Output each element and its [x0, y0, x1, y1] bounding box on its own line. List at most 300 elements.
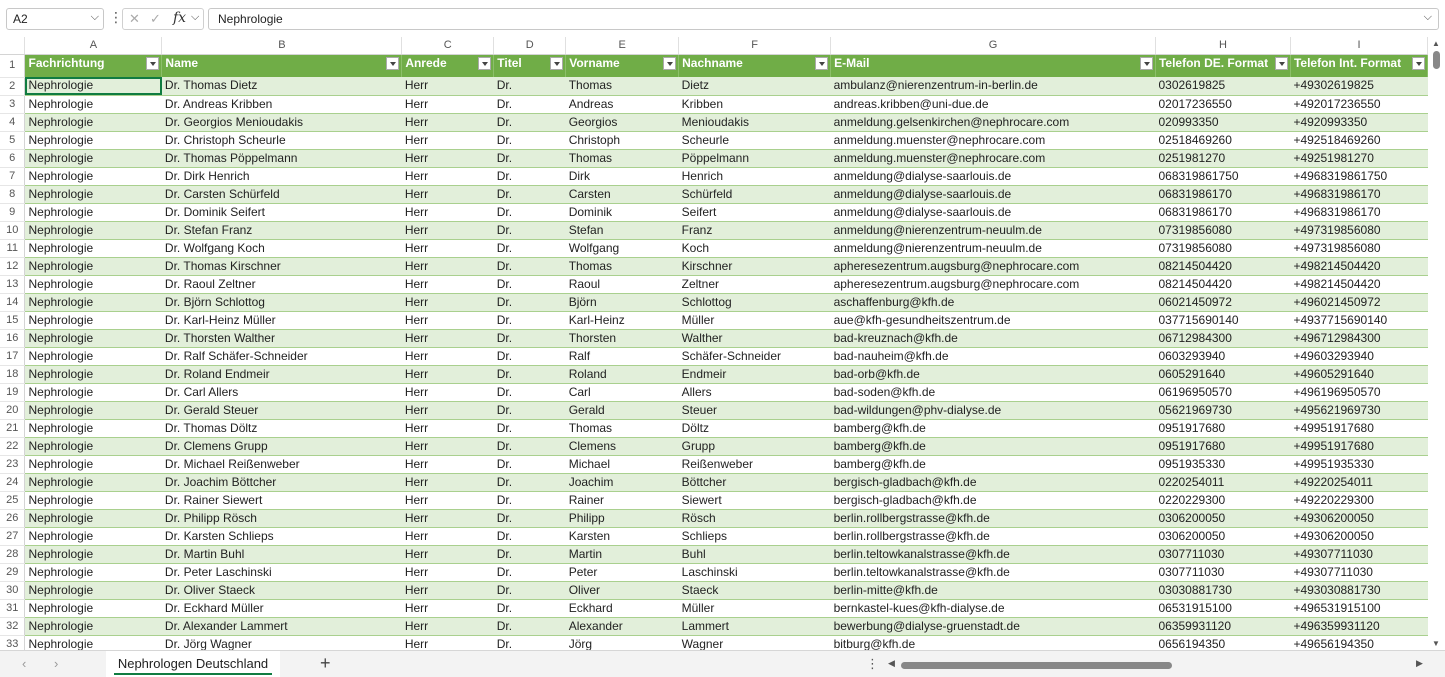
- row-number[interactable]: 5: [0, 131, 25, 149]
- header-cell[interactable]: [679, 55, 831, 78]
- name-box[interactable]: [6, 8, 104, 30]
- cell-f[interactable]: Allers: [679, 383, 831, 401]
- cell-a[interactable]: Nephrologie: [25, 365, 162, 383]
- cell-b[interactable]: Dr. Philipp Rösch: [162, 509, 402, 527]
- header-cell[interactable]: [566, 55, 679, 78]
- scroll-up-icon[interactable]: ▲: [1432, 39, 1440, 48]
- horizontal-scroll-thumb[interactable]: [901, 662, 1172, 669]
- cell-a[interactable]: Nephrologie: [25, 221, 162, 239]
- cell-a[interactable]: Nephrologie: [25, 563, 162, 581]
- row-number[interactable]: 16: [0, 329, 25, 347]
- cell-i[interactable]: +492017236550: [1290, 95, 1427, 113]
- cell-d[interactable]: Dr.: [494, 221, 566, 239]
- cell-i[interactable]: +4937715690140: [1290, 311, 1427, 329]
- cell-c[interactable]: Herr: [402, 131, 494, 149]
- cell-d[interactable]: Dr.: [494, 95, 566, 113]
- filter-dropdown-icon[interactable]: [550, 57, 563, 70]
- cell-b[interactable]: Dr. Dominik Seifert: [162, 203, 402, 221]
- cell-i[interactable]: +498214504420: [1290, 257, 1427, 275]
- cell-c[interactable]: Herr: [402, 95, 494, 113]
- chevron-left-icon[interactable]: ‹: [22, 656, 27, 671]
- cell-e[interactable]: Björn: [566, 293, 679, 311]
- vertical-scrollbar[interactable]: [1428, 37, 1445, 650]
- cell-e[interactable]: Georgios: [566, 113, 679, 131]
- row-number[interactable]: 10: [0, 221, 25, 239]
- cell-b[interactable]: Dr. Thomas Döltz: [162, 419, 402, 437]
- cell-c[interactable]: Herr: [402, 365, 494, 383]
- cell-e[interactable]: Jörg: [566, 635, 679, 650]
- cell-h[interactable]: 0251981270: [1155, 149, 1290, 167]
- cell-d[interactable]: Dr.: [494, 365, 566, 383]
- sheet-tab-nephrologen[interactable]: [106, 651, 280, 677]
- cell-g[interactable]: bewerbung@dialyse-gruenstadt.de: [831, 617, 1156, 635]
- cell-h[interactable]: 08214504420: [1155, 257, 1290, 275]
- cell-f[interactable]: Müller: [679, 311, 831, 329]
- cell-a[interactable]: Nephrologie: [25, 617, 162, 635]
- cell-h[interactable]: 068319861750: [1155, 167, 1290, 185]
- cell-i[interactable]: +49306200050: [1290, 527, 1427, 545]
- cell-c[interactable]: Herr: [402, 311, 494, 329]
- cell-d[interactable]: Dr.: [494, 185, 566, 203]
- cell-b[interactable]: Dr. Joachim Böttcher: [162, 473, 402, 491]
- select-all-corner[interactable]: [0, 37, 25, 55]
- cell-c[interactable]: Herr: [402, 275, 494, 293]
- cell-g[interactable]: bamberg@kfh.de: [831, 419, 1156, 437]
- cell-g[interactable]: bad-orb@kfh.de: [831, 365, 1156, 383]
- cell-a[interactable]: Nephrologie: [25, 113, 162, 131]
- column-header-b[interactable]: B: [162, 37, 402, 55]
- filter-dropdown-icon[interactable]: [146, 57, 159, 70]
- cell-f[interactable]: Pöppelmann: [679, 149, 831, 167]
- cell-a[interactable]: Nephrologie: [25, 581, 162, 599]
- cell-i[interactable]: +496196950570: [1290, 383, 1427, 401]
- cell-b[interactable]: Dr. Clemens Grupp: [162, 437, 402, 455]
- cell-i[interactable]: +492518469260: [1290, 131, 1427, 149]
- cell-i[interactable]: +49307711030: [1290, 563, 1427, 581]
- cell-d[interactable]: Dr.: [494, 329, 566, 347]
- cell-b[interactable]: Dr. Jörg Wagner: [162, 635, 402, 650]
- cell-e[interactable]: Thomas: [566, 257, 679, 275]
- cell-e[interactable]: Thomas: [566, 419, 679, 437]
- cell-e[interactable]: Roland: [566, 365, 679, 383]
- cell-c[interactable]: Herr: [402, 617, 494, 635]
- cell-d[interactable]: Dr.: [494, 437, 566, 455]
- cell-b[interactable]: Dr. Rainer Siewert: [162, 491, 402, 509]
- filter-dropdown-icon[interactable]: [1275, 57, 1288, 70]
- header-cell[interactable]: [1290, 55, 1427, 78]
- cell-d[interactable]: Dr.: [494, 545, 566, 563]
- cell-b[interactable]: Dr. Gerald Steuer: [162, 401, 402, 419]
- cell-c[interactable]: Herr: [402, 581, 494, 599]
- cell-g[interactable]: bamberg@kfh.de: [831, 437, 1156, 455]
- cell-g[interactable]: anmeldung@nierenzentrum-neuulm.de: [831, 239, 1156, 257]
- row-number[interactable]: 28: [0, 545, 25, 563]
- cell-b[interactable]: Dr. Thomas Dietz: [162, 77, 402, 95]
- cell-i[interactable]: +49951935330: [1290, 455, 1427, 473]
- cell-h[interactable]: 0306200050: [1155, 509, 1290, 527]
- cell-i[interactable]: +4920993350: [1290, 113, 1427, 131]
- cell-g[interactable]: aschaffenburg@kfh.de: [831, 293, 1156, 311]
- scroll-down-icon[interactable]: ▼: [1432, 639, 1440, 648]
- cell-g[interactable]: berlin.teltowkanalstrasse@kfh.de: [831, 545, 1156, 563]
- cell-e[interactable]: Ralf: [566, 347, 679, 365]
- cell-e[interactable]: Alexander: [566, 617, 679, 635]
- row-number[interactable]: 31: [0, 599, 25, 617]
- add-sheet-icon[interactable]: +: [320, 653, 331, 673]
- row-number[interactable]: 17: [0, 347, 25, 365]
- column-header-e[interactable]: E: [566, 37, 679, 55]
- cell-a[interactable]: Nephrologie: [25, 491, 162, 509]
- header-cell[interactable]: [1155, 55, 1290, 78]
- cell-b[interactable]: Dr. Wolfgang Koch: [162, 239, 402, 257]
- cell-a[interactable]: Nephrologie: [25, 185, 162, 203]
- row-number[interactable]: 24: [0, 473, 25, 491]
- cell-e[interactable]: Gerald: [566, 401, 679, 419]
- cell-f[interactable]: Schlieps: [679, 527, 831, 545]
- cell-g[interactable]: berlin-mitte@kfh.de: [831, 581, 1156, 599]
- cell-h[interactable]: 0951917680: [1155, 437, 1290, 455]
- cell-i[interactable]: +496021450972: [1290, 293, 1427, 311]
- cell-g[interactable]: bergisch-gladbach@kfh.de: [831, 491, 1156, 509]
- cell-d[interactable]: Dr.: [494, 275, 566, 293]
- row-number[interactable]: 11: [0, 239, 25, 257]
- cell-a[interactable]: Nephrologie: [25, 149, 162, 167]
- row-number[interactable]: 14: [0, 293, 25, 311]
- chevron-right-icon[interactable]: ›: [54, 656, 59, 671]
- row-number[interactable]: 33: [0, 635, 25, 650]
- cell-g[interactable]: ambulanz@nierenzentrum-in-berlin.de: [831, 77, 1156, 95]
- header-cell[interactable]: [494, 55, 566, 78]
- cell-f[interactable]: Franz: [679, 221, 831, 239]
- cell-b[interactable]: Dr. Carl Allers: [162, 383, 402, 401]
- cell-f[interactable]: Kribben: [679, 95, 831, 113]
- cell-i[interactable]: +497319856080: [1290, 221, 1427, 239]
- cell-c[interactable]: Herr: [402, 221, 494, 239]
- cell-h[interactable]: 0603293940: [1155, 347, 1290, 365]
- cell-f[interactable]: Steuer: [679, 401, 831, 419]
- cell-g[interactable]: berlin.rollbergstrasse@kfh.de: [831, 509, 1156, 527]
- cell-c[interactable]: Herr: [402, 491, 494, 509]
- row-number[interactable]: 9: [0, 203, 25, 221]
- header-cell[interactable]: [162, 55, 402, 78]
- cell-a[interactable]: Nephrologie: [25, 95, 162, 113]
- filter-dropdown-icon[interactable]: [386, 57, 399, 70]
- header-cell[interactable]: [25, 55, 162, 78]
- cell-h[interactable]: 06196950570: [1155, 383, 1290, 401]
- cell-h[interactable]: 0307711030: [1155, 545, 1290, 563]
- cell-h[interactable]: 0605291640: [1155, 365, 1290, 383]
- cell-i[interactable]: +49220254011: [1290, 473, 1427, 491]
- cell-c[interactable]: Herr: [402, 635, 494, 650]
- scroll-left-icon[interactable]: ◀: [888, 658, 895, 668]
- cell-c[interactable]: Herr: [402, 545, 494, 563]
- cell-b[interactable]: Dr. Eckhard Müller: [162, 599, 402, 617]
- cell-b[interactable]: Dr. Alexander Lammert: [162, 617, 402, 635]
- cell-f[interactable]: Rösch: [679, 509, 831, 527]
- cell-i[interactable]: +496359931120: [1290, 617, 1427, 635]
- cell-d[interactable]: Dr.: [494, 257, 566, 275]
- cell-a[interactable]: Nephrologie: [25, 437, 162, 455]
- row-number[interactable]: 18: [0, 365, 25, 383]
- cell-c[interactable]: Herr: [402, 473, 494, 491]
- header-cell[interactable]: [831, 55, 1156, 78]
- filter-dropdown-icon[interactable]: [1140, 57, 1153, 70]
- cell-e[interactable]: Martin: [566, 545, 679, 563]
- cell-h[interactable]: 0306200050: [1155, 527, 1290, 545]
- cell-c[interactable]: Herr: [402, 167, 494, 185]
- cell-a[interactable]: Nephrologie: [25, 347, 162, 365]
- cell-c[interactable]: Herr: [402, 563, 494, 581]
- cell-f[interactable]: Seifert: [679, 203, 831, 221]
- cell-b[interactable]: Dr. Oliver Staeck: [162, 581, 402, 599]
- row-number[interactable]: 32: [0, 617, 25, 635]
- row-number[interactable]: 23: [0, 455, 25, 473]
- cell-b[interactable]: Dr. Ralf Schäfer-Schneider: [162, 347, 402, 365]
- cell-b[interactable]: Dr. Karsten Schlieps: [162, 527, 402, 545]
- cell-i[interactable]: +49220229300: [1290, 491, 1427, 509]
- cell-e[interactable]: Raoul: [566, 275, 679, 293]
- cell-a[interactable]: Nephrologie: [25, 329, 162, 347]
- cell-i[interactable]: +497319856080: [1290, 239, 1427, 257]
- more-options-icon[interactable]: ⋮: [109, 9, 123, 25]
- cell-e[interactable]: Karsten: [566, 527, 679, 545]
- cell-f[interactable]: Müller: [679, 599, 831, 617]
- row-number[interactable]: 4: [0, 113, 25, 131]
- more-options-icon[interactable]: ⋮: [866, 656, 879, 671]
- cell-f[interactable]: Buhl: [679, 545, 831, 563]
- cell-f[interactable]: Wagner: [679, 635, 831, 650]
- cell-a[interactable]: Nephrologie: [25, 239, 162, 257]
- cell-h[interactable]: 0656194350: [1155, 635, 1290, 650]
- cell-g[interactable]: bitburg@kfh.de: [831, 635, 1156, 650]
- cell-h[interactable]: 0220254011: [1155, 473, 1290, 491]
- cell-f[interactable]: Dietz: [679, 77, 831, 95]
- cell-g[interactable]: anmeldung.muenster@nephrocare.com: [831, 131, 1156, 149]
- row-number[interactable]: 26: [0, 509, 25, 527]
- row-number[interactable]: 27: [0, 527, 25, 545]
- cell-g[interactable]: anmeldung.muenster@nephrocare.com: [831, 149, 1156, 167]
- cell-f[interactable]: Scheurle: [679, 131, 831, 149]
- cell-f[interactable]: Laschinski: [679, 563, 831, 581]
- cell-a[interactable]: Nephrologie: [25, 167, 162, 185]
- cell-b[interactable]: Dr. Thomas Kirschner: [162, 257, 402, 275]
- cell-i[interactable]: +49951917680: [1290, 419, 1427, 437]
- cell-g[interactable]: anmeldung@nierenzentrum-neuulm.de: [831, 221, 1156, 239]
- column-header-a[interactable]: A: [25, 37, 162, 55]
- scroll-right-icon[interactable]: ▶: [1416, 658, 1423, 668]
- cell-c[interactable]: Herr: [402, 329, 494, 347]
- cell-d[interactable]: Dr.: [494, 617, 566, 635]
- cell-i[interactable]: +49603293940: [1290, 347, 1427, 365]
- cell-c[interactable]: Herr: [402, 113, 494, 131]
- cell-h[interactable]: 0302619825: [1155, 77, 1290, 95]
- cell-g[interactable]: anmeldung@dialyse-saarlouis.de: [831, 203, 1156, 221]
- cell-g[interactable]: apheresezentrum.augsburg@nephrocare.com: [831, 275, 1156, 293]
- cell-d[interactable]: Dr.: [494, 311, 566, 329]
- vertical-scroll-thumb[interactable]: [1433, 51, 1440, 69]
- cell-d[interactable]: Dr.: [494, 113, 566, 131]
- cell-e[interactable]: Stefan: [566, 221, 679, 239]
- cell-h[interactable]: 06531915100: [1155, 599, 1290, 617]
- cell-e[interactable]: Christoph: [566, 131, 679, 149]
- cell-i[interactable]: +493030881730: [1290, 581, 1427, 599]
- cell-h[interactable]: 0951917680: [1155, 419, 1290, 437]
- cell-d[interactable]: Dr.: [494, 383, 566, 401]
- cell-a[interactable]: Nephrologie: [25, 455, 162, 473]
- cell-c[interactable]: Herr: [402, 293, 494, 311]
- row-number[interactable]: 25: [0, 491, 25, 509]
- close-icon[interactable]: ✕: [129, 11, 140, 26]
- cell-d[interactable]: Dr.: [494, 419, 566, 437]
- cell-b[interactable]: Dr. Peter Laschinski: [162, 563, 402, 581]
- cell-e[interactable]: Philipp: [566, 509, 679, 527]
- cell-c[interactable]: Herr: [402, 437, 494, 455]
- cell-d[interactable]: Dr.: [494, 347, 566, 365]
- cell-d[interactable]: Dr.: [494, 77, 566, 95]
- cell-a[interactable]: Nephrologie: [25, 203, 162, 221]
- cell-a[interactable]: Nephrologie: [25, 293, 162, 311]
- cell-a[interactable]: Nephrologie: [25, 527, 162, 545]
- cell-c[interactable]: Herr: [402, 239, 494, 257]
- row-number[interactable]: 3: [0, 95, 25, 113]
- row-number[interactable]: 15: [0, 311, 25, 329]
- cell-d[interactable]: Dr.: [494, 401, 566, 419]
- header-cell[interactable]: [402, 55, 494, 78]
- cell-f[interactable]: Zeltner: [679, 275, 831, 293]
- cell-a[interactable]: Nephrologie: [25, 545, 162, 563]
- cell-e[interactable]: Thomas: [566, 149, 679, 167]
- cell-d[interactable]: Dr.: [494, 527, 566, 545]
- cell-e[interactable]: Michael: [566, 455, 679, 473]
- cell-e[interactable]: Joachim: [566, 473, 679, 491]
- cell-b[interactable]: Dr. Karl-Heinz Müller: [162, 311, 402, 329]
- cell-i[interactable]: +496712984300: [1290, 329, 1427, 347]
- cell-h[interactable]: 06359931120: [1155, 617, 1290, 635]
- cell-e[interactable]: Wolfgang: [566, 239, 679, 257]
- cell-b[interactable]: Dr. Andreas Kribben: [162, 95, 402, 113]
- cell-c[interactable]: Herr: [402, 185, 494, 203]
- cell-h[interactable]: 0951935330: [1155, 455, 1290, 473]
- cell-a[interactable]: Nephrologie: [25, 257, 162, 275]
- cell-d[interactable]: Dr.: [494, 203, 566, 221]
- cell-d[interactable]: Dr.: [494, 293, 566, 311]
- column-header-g[interactable]: G: [831, 37, 1156, 55]
- cell-i[interactable]: +4968319861750: [1290, 167, 1427, 185]
- filter-dropdown-icon[interactable]: [478, 57, 491, 70]
- cell-h[interactable]: 07319856080: [1155, 239, 1290, 257]
- cell-g[interactable]: bergisch-gladbach@kfh.de: [831, 473, 1156, 491]
- cell-f[interactable]: Endmeir: [679, 365, 831, 383]
- cell-g[interactable]: bamberg@kfh.de: [831, 455, 1156, 473]
- cell-g[interactable]: anmeldung@dialyse-saarlouis.de: [831, 185, 1156, 203]
- row-number[interactable]: 6: [0, 149, 25, 167]
- cell-g[interactable]: bad-soden@kfh.de: [831, 383, 1156, 401]
- cell-g[interactable]: aue@kfh-gesundheitszentrum.de: [831, 311, 1156, 329]
- cell-a[interactable]: Nephrologie: [25, 275, 162, 293]
- cell-f[interactable]: Böttcher: [679, 473, 831, 491]
- cell-e[interactable]: Rainer: [566, 491, 679, 509]
- cell-a[interactable]: Nephrologie: [25, 635, 162, 650]
- cell-d[interactable]: Dr.: [494, 491, 566, 509]
- cell-b[interactable]: Dr. Stefan Franz: [162, 221, 402, 239]
- cell-d[interactable]: Dr.: [494, 635, 566, 650]
- row-number[interactable]: 1: [0, 55, 25, 78]
- row-number[interactable]: 22: [0, 437, 25, 455]
- chevron-down-icon[interactable]: ⌵: [191, 11, 200, 23]
- row-number[interactable]: 12: [0, 257, 25, 275]
- cell-g[interactable]: bad-kreuznach@kfh.de: [831, 329, 1156, 347]
- cell-f[interactable]: Walther: [679, 329, 831, 347]
- cell-a[interactable]: Nephrologie: [25, 401, 162, 419]
- cell-c[interactable]: Herr: [402, 149, 494, 167]
- cell-e[interactable]: Carl: [566, 383, 679, 401]
- cell-f[interactable]: Menioudakis: [679, 113, 831, 131]
- cell-d[interactable]: Dr.: [494, 563, 566, 581]
- cell-d[interactable]: Dr.: [494, 473, 566, 491]
- cell-g[interactable]: andreas.kribben@uni-due.de: [831, 95, 1156, 113]
- cell-e[interactable]: Thomas: [566, 77, 679, 95]
- cell-g[interactable]: bad-wildungen@phv-dialyse.de: [831, 401, 1156, 419]
- cell-d[interactable]: Dr.: [494, 599, 566, 617]
- cell-i[interactable]: +49306200050: [1290, 509, 1427, 527]
- cell-g[interactable]: berlin.teltowkanalstrasse@kfh.de: [831, 563, 1156, 581]
- cell-e[interactable]: Dominik: [566, 203, 679, 221]
- cell-c[interactable]: Herr: [402, 419, 494, 437]
- column-header-i[interactable]: I: [1290, 37, 1427, 55]
- cell-d[interactable]: Dr.: [494, 149, 566, 167]
- cell-a[interactable]: Nephrologie: [25, 311, 162, 329]
- cell-i[interactable]: +49307711030: [1290, 545, 1427, 563]
- cell-c[interactable]: Herr: [402, 509, 494, 527]
- cell-a[interactable]: Nephrologie: [25, 419, 162, 437]
- cell-c[interactable]: Herr: [402, 203, 494, 221]
- cell-f[interactable]: Grupp: [679, 437, 831, 455]
- cell-h[interactable]: 06021450972: [1155, 293, 1290, 311]
- cell-f[interactable]: Koch: [679, 239, 831, 257]
- cell-d[interactable]: Dr.: [494, 581, 566, 599]
- cell-h[interactable]: 06831986170: [1155, 203, 1290, 221]
- cell-f[interactable]: Schlottog: [679, 293, 831, 311]
- cell-c[interactable]: Herr: [402, 347, 494, 365]
- cell-d[interactable]: Dr.: [494, 455, 566, 473]
- cell-a[interactable]: Nephrologie: [25, 509, 162, 527]
- row-number[interactable]: 29: [0, 563, 25, 581]
- cell-h[interactable]: 06712984300: [1155, 329, 1290, 347]
- cell-e[interactable]: Thorsten: [566, 329, 679, 347]
- cell-f[interactable]: Henrich: [679, 167, 831, 185]
- cell-g[interactable]: anmeldung@dialyse-saarlouis.de: [831, 167, 1156, 185]
- cell-d[interactable]: Dr.: [494, 167, 566, 185]
- cell-a[interactable]: Nephrologie: [25, 77, 162, 95]
- cell-a[interactable]: Nephrologie: [25, 473, 162, 491]
- row-number[interactable]: 13: [0, 275, 25, 293]
- row-number[interactable]: 8: [0, 185, 25, 203]
- chevron-down-icon[interactable]: ⌵: [90, 11, 99, 23]
- cell-c[interactable]: Herr: [402, 257, 494, 275]
- cell-e[interactable]: Peter: [566, 563, 679, 581]
- cell-f[interactable]: Lammert: [679, 617, 831, 635]
- cell-b[interactable]: Dr. Thomas Pöppelmann: [162, 149, 402, 167]
- cell-b[interactable]: Dr. Dirk Henrich: [162, 167, 402, 185]
- filter-dropdown-icon[interactable]: [663, 57, 676, 70]
- cell-h[interactable]: 0220229300: [1155, 491, 1290, 509]
- cell-d[interactable]: Dr.: [494, 239, 566, 257]
- cell-f[interactable]: Siewert: [679, 491, 831, 509]
- cell-f[interactable]: Reißenweber: [679, 455, 831, 473]
- row-number[interactable]: 2: [0, 77, 25, 95]
- cell-b[interactable]: Dr. Carsten Schürfeld: [162, 185, 402, 203]
- cell-c[interactable]: Herr: [402, 455, 494, 473]
